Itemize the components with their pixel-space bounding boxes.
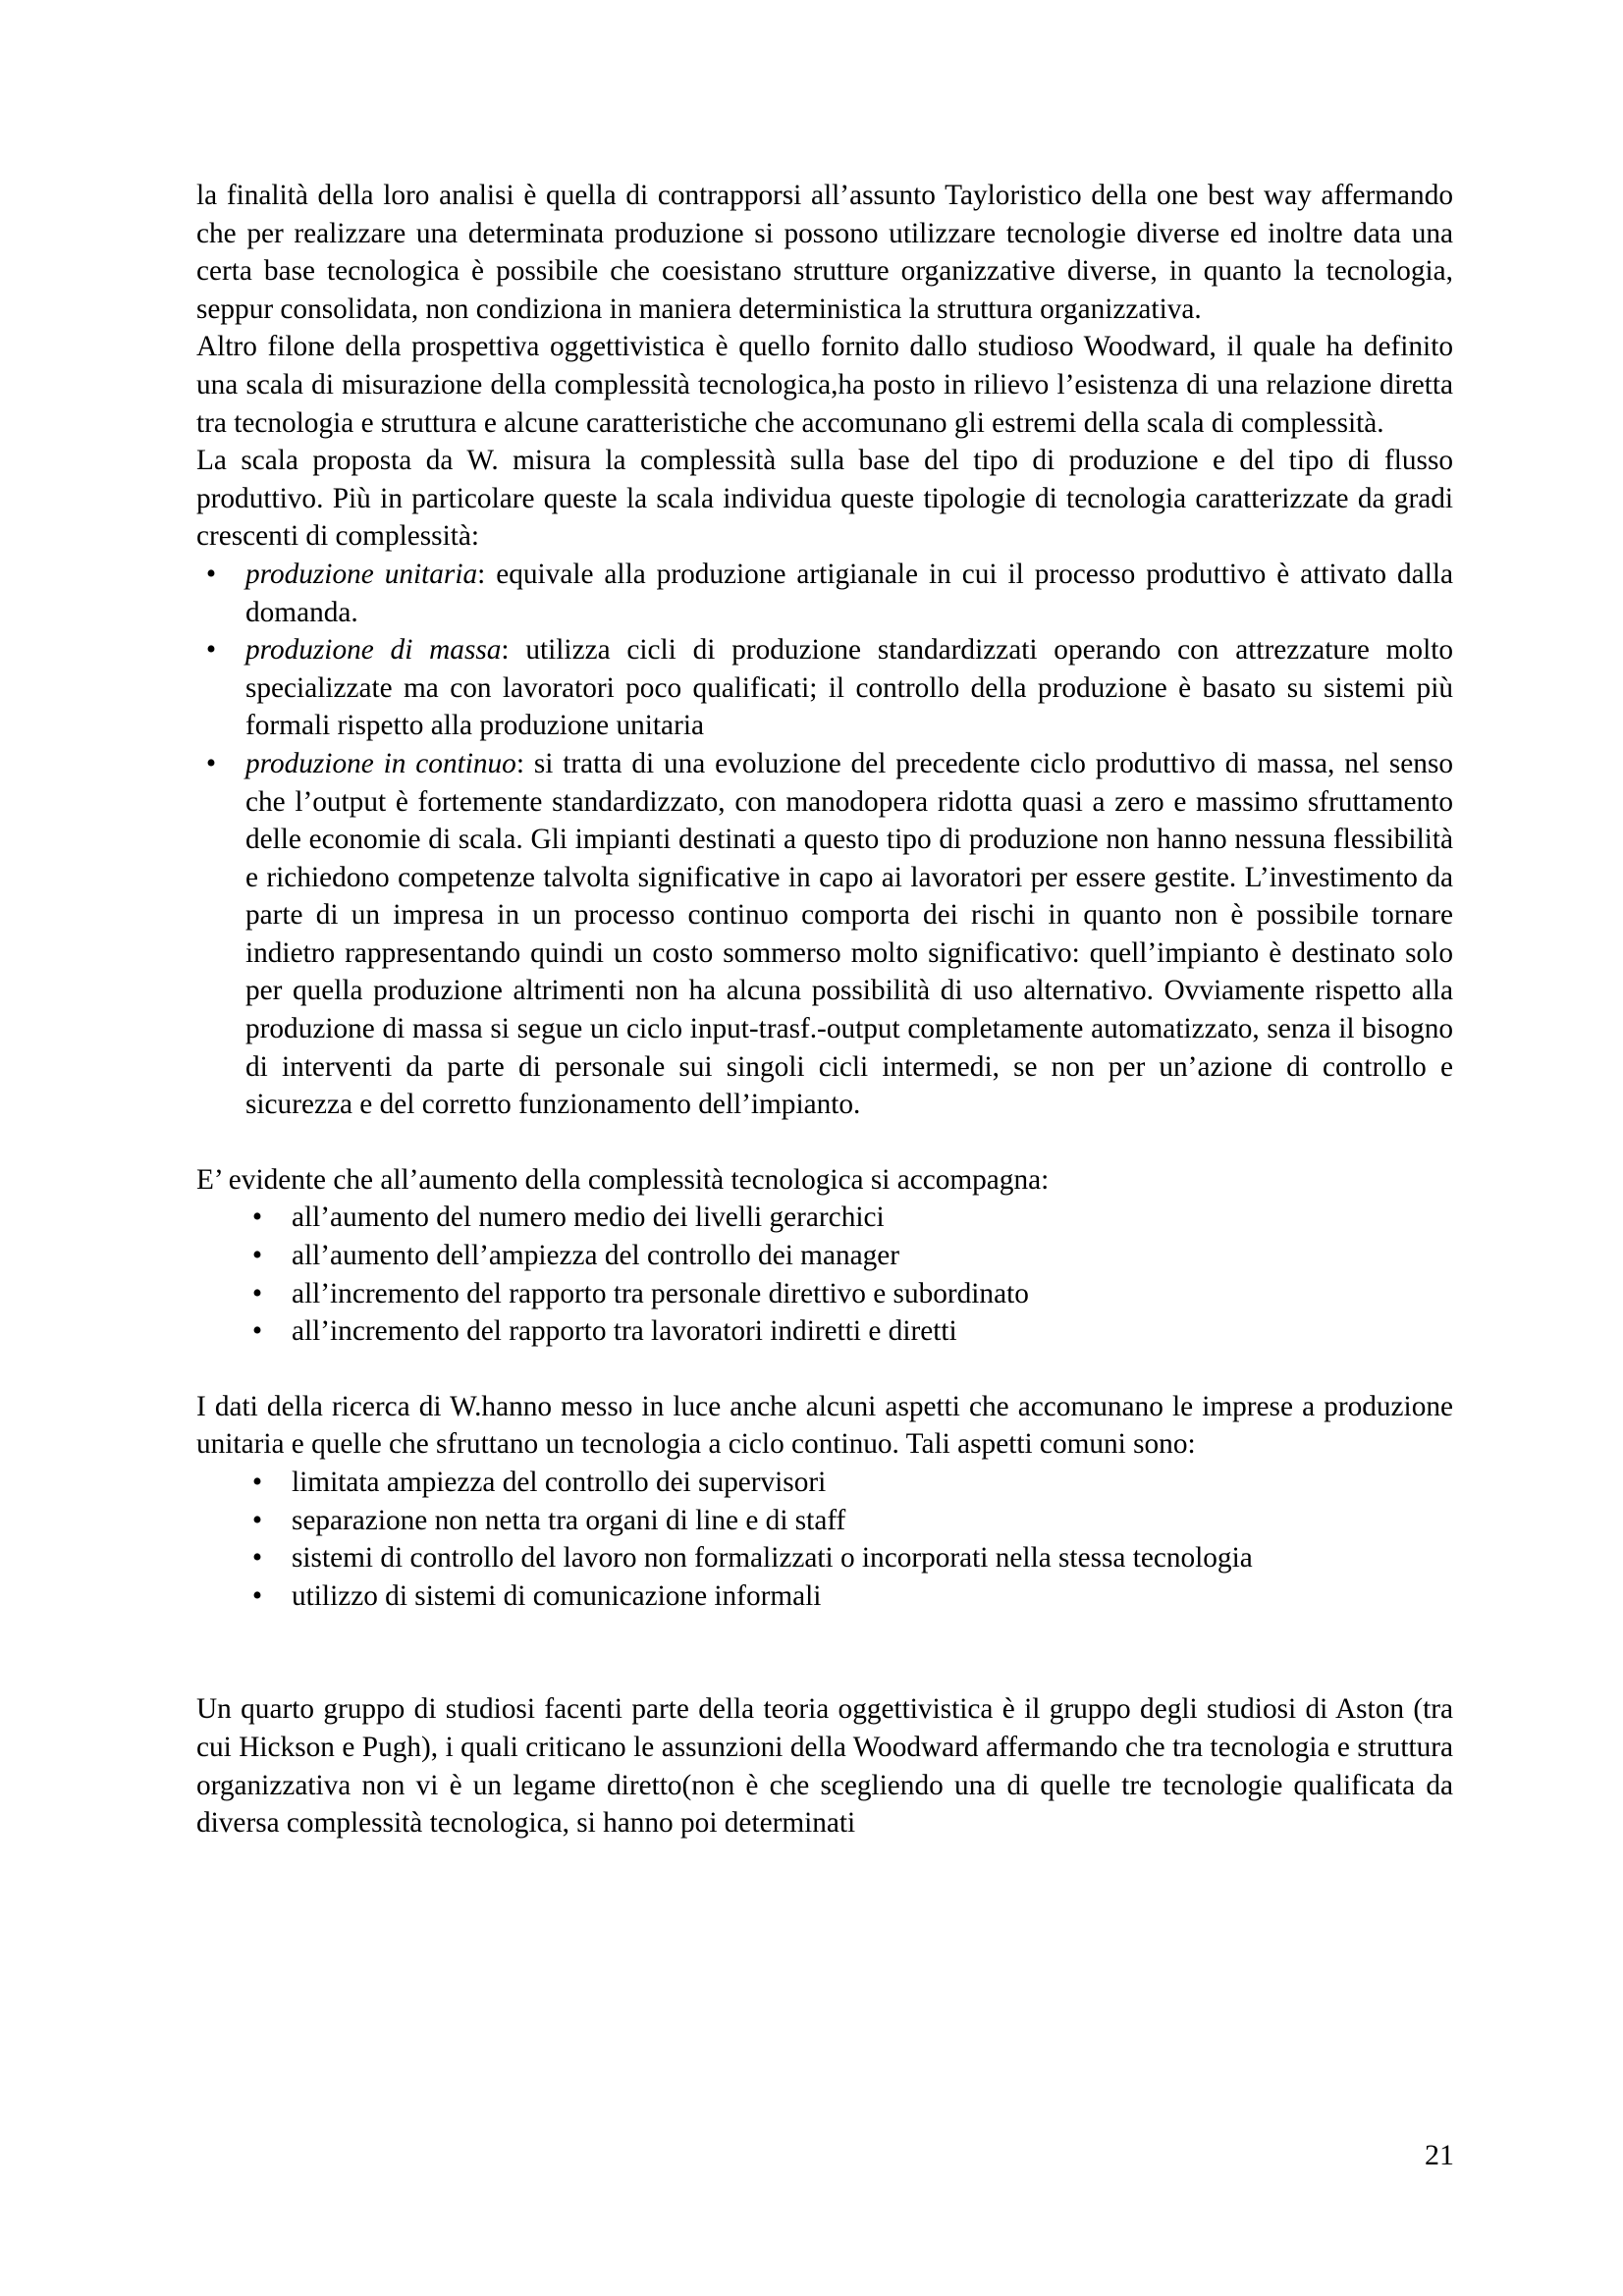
list-item <box>196 1237 1453 1275</box>
bullet-icon: • <box>251 1201 263 1234</box>
spacer <box>196 1615 1453 1690</box>
bullet-icon: • <box>251 1315 263 1348</box>
list-item <box>196 1577 1453 1616</box>
bullet-icon: • <box>251 1277 263 1309</box>
page-number: 21 <box>1425 2139 1454 2171</box>
list-item-text: all’aumento dell’ampiezza del controllo dei manager <box>292 1240 900 1272</box>
bullet-icon: • <box>251 1240 263 1272</box>
list-item-text: all’incremento del rapporto tra lavoratori indiretti e diretti <box>292 1315 957 1348</box>
paragraph-aston-group: Un quarto gruppo di studiosi facenti parte della teoria oggettivistica è il gruppo degli studiosi di Aston (tra cui Hickson e Pugh), i quali criticano le assunzioni della Woodward affermando che tra tecnologia e struttura organizzativa non vi è un legame diretto(non è che scegliendo una di quelle tre tecnologie qualificata da diversa complessità tecnologica, si hanno poi determinati <box>196 1693 1453 1840</box>
list-item-text: sistemi di controllo del lavoro non formalizzati o incorporati nella stessa tecnologia <box>292 1542 1253 1575</box>
bullet-icon: • <box>251 1467 263 1498</box>
list-item <box>196 631 1453 745</box>
list-item <box>196 1539 1453 1577</box>
list-item-text: : utilizza cicli di produzione standardizzati operando con attrezzature molto specializzate ma con lavoratori poco qualificati; il controllo della produzione è basato su sistemi più formali rispetto alla produzione unitaria <box>245 634 1453 742</box>
complexity-effects-list <box>196 1199 1453 1350</box>
list-item-term: produzione in continuo <box>245 747 516 779</box>
bullet-icon: • <box>251 1504 263 1536</box>
common-aspects-list <box>196 1464 1453 1615</box>
bullet-icon: • <box>205 747 217 779</box>
list-item-term: produzione unitaria <box>245 558 478 590</box>
paragraph-scale: La scala proposta da W. misura la complessità sulla base del tipo di produzione e del tipo di flusso produttivo. Più in particolare queste la scala individua queste tipologie di tecnologia caratterizzate da gradi crescenti di complessità: <box>196 445 1453 553</box>
list-item-text: all’incremento del rapporto tra personale direttivo e subordinato <box>292 1277 1029 1309</box>
paragraph-woodward: Altro filone della prospettiva oggettivistica è quello fornito dallo studioso Woodward, il quale ha definito una scala di misurazione della complessità tecnologica,ha posto in rilievo l’esistenza di una relazione diretta tra tecnologia e struttura e alcune caratteristiche che accomunano gli estremi della scala di complessità. <box>196 331 1453 439</box>
list-item <box>196 1464 1453 1502</box>
list-item-text: : equivale alla produzione artigianale in cui il processo produttivo è attivato dalla domanda. <box>245 558 1453 628</box>
paragraph-complexity-effects: E’ evidente che all’aumento della complessità tecnologica si accompagna: <box>196 1163 1050 1196</box>
list-item-text: utilizzo di sistemi di comunicazione informali <box>292 1579 822 1612</box>
bullet-icon: • <box>205 634 217 667</box>
list-item-text: separazione non netta tra organi di line e di staff <box>292 1504 846 1536</box>
bullet-icon: • <box>251 1579 263 1612</box>
list-item <box>196 556 1453 631</box>
production-types-list <box>196 556 1453 1124</box>
page-body <box>196 177 1453 1842</box>
bullet-icon: • <box>251 1542 263 1575</box>
list-item <box>196 1199 1453 1237</box>
list-item-text: all’aumento del numero medio dei livelli gerarchici <box>292 1201 885 1234</box>
list-item-text: : si tratta di una evoluzione del precedente ciclo produttivo di massa, nel senso che l’output è fortemente standardizzato, con manodopera ridotta quasi a zero e massimo sfruttamento delle economie di scala. Gli impianti destinati a questo tipo di produzione non hanno nessuna flessibilità e richiedono competenze talvolta significative in capo ai lavoratori per essere gestite. L’investimento da parte di un impresa in un processo continuo comporta dei rischi in quanto non è possibile tornare indietro rappresentando quindi un costo sommerso molto significativo: quell’impianto è destinato solo per quella produzione altrimenti non ha alcuna possibilità di uso alternativo. Ovviamente rispetto alla produzione di massa si segue un ciclo input-trasf.-output completamente automatizzato, senza il bisogno di interventi da parte di personale sui singoli cicli intermedi, se non per un’azione di controllo e sicurezza e del corretto funzionamento dell’impianto. <box>245 747 1453 1121</box>
spacer <box>196 1124 1453 1161</box>
list-item <box>196 1275 1453 1313</box>
list-item <box>196 1502 1453 1540</box>
paragraph-research-data: I dati della ricerca di W.hanno messo in luce anche alcuni aspetti che accomunano le imprese a produzione unitaria e quelle che sfruttano un tecnologia a ciclo continuo. Tali aspetti comuni sono: <box>196 1390 1453 1461</box>
spacer <box>196 1351 1453 1388</box>
list-item-term: produzione di massa <box>245 634 502 667</box>
list-item <box>196 1312 1453 1351</box>
paragraph-one-best-way: la finalità della loro analisi è quella di contrapporsi all’assunto Tayloristico della one best way affermando che per realizzare una determinata produzione si possono utilizzare tecnologie diverse ed inoltre data una certa base tecnologica è possibile che coesistano strutture organizzative diverse, in quanto la tecnologia, seppur consolidata, non condiziona in maniera deterministica la struttura organizzativa. <box>196 180 1453 325</box>
list-item-text: limitata ampiezza del controllo dei supervisori <box>292 1467 827 1498</box>
bullet-icon: • <box>205 558 217 590</box>
list-item <box>196 745 1453 1124</box>
